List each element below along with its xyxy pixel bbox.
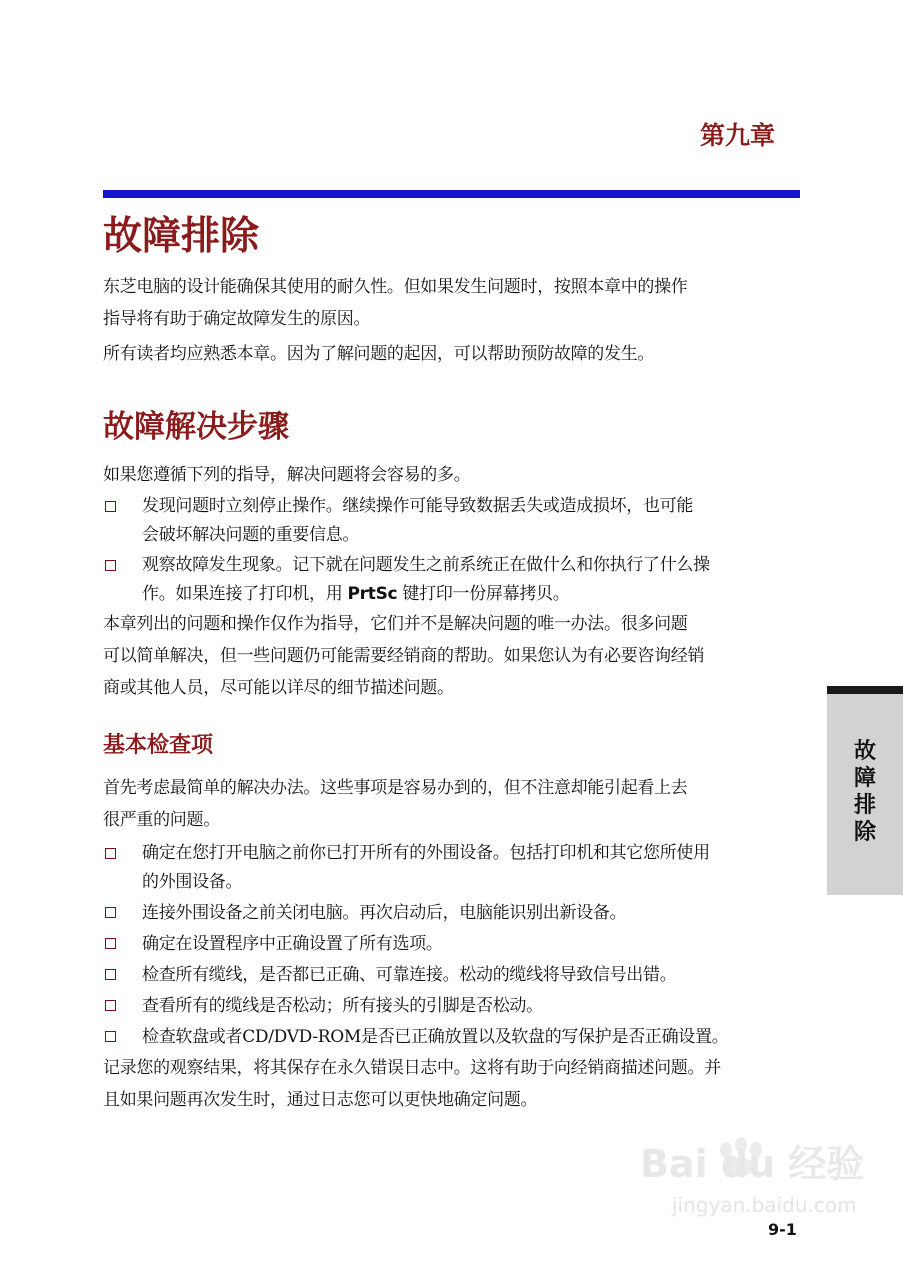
- section-title-procedure: 故障解决步骤: [103, 409, 289, 445]
- checkbox-bullet-icon: [105, 848, 116, 859]
- bullet-text: 发现问题时立刻停止操作。继续操作可能导致数据丢失或造成损坏，也可能: [142, 496, 694, 516]
- list-item: [103, 960, 803, 990]
- bullet-text: 观察故障发生现象。记下就在问题发生之前系统正在做什么和你执行了什么操: [142, 555, 710, 575]
- procedure-closing-line: 可以简单解决，但一些问题仍可能需要经销商的帮助。如果您认为有必要咨询经销: [103, 646, 705, 666]
- procedure-bullet-list: [103, 492, 803, 609]
- chapter-label: 第九章: [700, 121, 776, 150]
- page-title: 故障排除: [103, 214, 260, 259]
- checkbox-bullet-icon: [105, 969, 116, 980]
- basic-checks-bullet-list: [103, 839, 803, 1052]
- procedure-closing-line: 本章列出的问题和操作仅作为指导，它们并不是解决问题的唯一办法。很多问题: [103, 614, 688, 634]
- bullet-text: 确定在设置程序中正确设置了所有选项。: [142, 934, 443, 954]
- list-item: [103, 839, 803, 897]
- bullet-text: 作。如果连接了打印机，用: [142, 584, 343, 604]
- list-item: [103, 991, 803, 1021]
- list-item: [103, 492, 803, 550]
- checkbox-bullet-icon: [105, 560, 116, 571]
- bullet-text: 检查软盘或者CD/DVD-ROM是否已正确放置以及软盘的写保护是否正确设置。: [142, 1027, 729, 1047]
- page-number: 9-1: [768, 1220, 797, 1239]
- basic-checks-lead: 首先考虑最简单的解决办法。这些事项是容易办到的，但不注意却能引起看上去: [103, 778, 688, 798]
- bullet-text: 连接外围设备之前关闭电脑。再次启动后，电脑能识别出新设备。: [142, 903, 627, 923]
- basic-checks-block: [103, 772, 803, 1121]
- bullet-text: 查看所有的缆线是否松动；所有接头的引脚是否松动。: [142, 996, 543, 1016]
- prtsc-key: PrtSc: [347, 584, 398, 604]
- intro-line: 所有读者均应熟悉本章。因为了解问题的起因，可以帮助预防故障的发生。: [103, 344, 655, 364]
- subsection-title-basic-checks: 基本检查项: [103, 733, 214, 758]
- bullet-text: 会破坏解决问题的重要信息。: [142, 525, 360, 545]
- bullet-text: 键打印一份屏幕拷贝。: [402, 584, 570, 604]
- checkbox-bullet-icon: [105, 501, 116, 512]
- checkbox-bullet-icon: [105, 1031, 116, 1042]
- list-item: [103, 929, 803, 959]
- procedure-block: [103, 459, 803, 709]
- bullet-text: 的外围设备。: [142, 872, 243, 892]
- bullet-text: 检查所有缆线，是否都已正确、可靠连接。松动的缆线将导致信号出错。: [142, 965, 677, 985]
- intro-line: 指导将有助于确定故障发生的原因。: [103, 309, 371, 329]
- bullet-text: 确定在您打开电脑之前你已打开所有的外围设备。包括打印机和其它您所使用: [142, 843, 710, 863]
- side-tab-label: 故障排除: [853, 739, 876, 845]
- chapter-side-tab: [827, 686, 903, 895]
- checkbox-bullet-icon: [105, 907, 116, 918]
- checkbox-bullet-icon: [105, 938, 116, 949]
- watermark-url: jingyan.baidu.com: [672, 1193, 857, 1217]
- basic-checks-closing-line: 记录您的观察结果，将其保存在永久错误日志中。这将有助于向经销商描述问题。并: [103, 1058, 721, 1078]
- list-item: [103, 551, 803, 609]
- procedure-lead: 如果您遵循下列的指导，解决问题将会容易的多。: [103, 465, 471, 485]
- list-item: [103, 898, 803, 928]
- procedure-closing-line: 商或其他人员，尽可能以详尽的细节描述问题。: [103, 678, 454, 698]
- intro-line: 东芝电脑的设计能确保其使用的耐久性。但如果发生问题时，按照本章中的操作: [103, 277, 688, 297]
- watermark-logo: Bai du 经验: [640, 1142, 865, 1186]
- list-item: [103, 1022, 803, 1052]
- intro-block: [103, 271, 803, 375]
- top-rule: [103, 190, 800, 198]
- checkbox-bullet-icon: [105, 1000, 116, 1011]
- basic-checks-lead: 很严重的问题。: [103, 810, 220, 830]
- basic-checks-closing-line: 且如果问题再次发生时，通过日志您可以更快地确定问题。: [103, 1090, 538, 1110]
